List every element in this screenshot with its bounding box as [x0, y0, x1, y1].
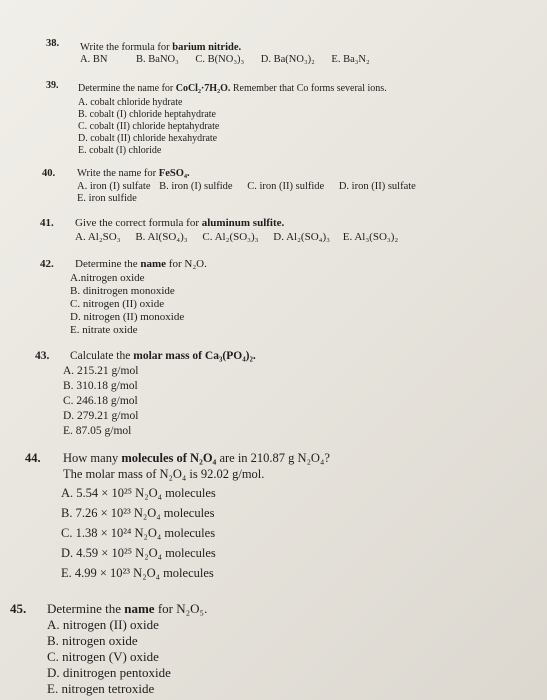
- question-number: 41.: [40, 217, 54, 229]
- option-b[interactable]: B. iron (I) sulfide: [159, 181, 233, 192]
- option-b[interactable]: B. BaNO₃: [136, 54, 179, 65]
- prompt-text: Calculate the: [70, 350, 134, 362]
- option-e[interactable]: E. Ba₃N₂: [331, 54, 370, 65]
- prompt-text: Determine the: [47, 601, 125, 616]
- prompt-text: Determine the name for: [78, 83, 176, 94]
- option-d[interactable]: D. 4.59 × 10²⁵ N₂O₄ molecules: [61, 546, 216, 560]
- options-row: [80, 54, 379, 65]
- question-number: 40.: [42, 168, 56, 179]
- prompt-keyword: barium nitride.: [172, 42, 242, 53]
- option-b[interactable]: B. nitrogen oxide: [47, 633, 138, 648]
- question-number: 39.: [46, 80, 59, 91]
- prompt-keyword: molecules of N₂O₄: [121, 451, 217, 465]
- prompt-text: How many: [63, 451, 122, 465]
- option-c[interactable]: C. 246.18 g/mol: [63, 395, 138, 407]
- prompt-text: Write the name for: [77, 168, 159, 179]
- option-e[interactable]: E. iron sulfide: [77, 193, 137, 204]
- question-prompt: [63, 451, 330, 466]
- option-e[interactable]: E. nitrogen tetroxide: [47, 681, 155, 696]
- option-d[interactable]: D. cobalt (II) chloride hexahydrate: [78, 133, 218, 144]
- prompt-tail: for N₂O.: [166, 258, 207, 270]
- question-prompt: [75, 258, 207, 270]
- option-a[interactable]: A. cobalt chloride hydrate: [78, 97, 183, 108]
- option-a[interactable]: A. iron (I) sulfate: [77, 181, 151, 192]
- question-prompt: [47, 601, 207, 617]
- option-d[interactable]: D. iron (II) sulfate: [338, 181, 416, 192]
- option-a[interactable]: A. Al₂SO₃: [75, 231, 121, 243]
- option-a[interactable]: A. 215.21 g/mol: [63, 365, 139, 377]
- question-prompt: [80, 42, 241, 53]
- option-c[interactable]: C. nitrogen (II) oxide: [70, 298, 165, 310]
- question-number: 44.: [25, 451, 41, 465]
- option-c[interactable]: C. Al₂(SO₃)₃: [202, 231, 259, 243]
- option-b[interactable]: B. Al(SO₄)₃: [135, 231, 188, 243]
- question-prompt-line-2: The molar mass of N₂O₄ is 92.02 g/mol.: [63, 467, 265, 481]
- option-c[interactable]: C. iron (II) sulfide: [247, 181, 325, 192]
- prompt-text: Write the formula for: [80, 42, 173, 53]
- question-number: 38.: [46, 38, 60, 49]
- prompt-text: Determine the: [75, 258, 141, 270]
- prompt-keyword: aluminum sulfite.: [201, 217, 285, 229]
- option-b[interactable]: B. dinitrogen monoxide: [70, 285, 175, 297]
- question-prompt: [77, 168, 190, 179]
- option-a[interactable]: A. 5.54 × 10²⁵ N₂O₄ molecules: [61, 486, 216, 500]
- option-a[interactable]: A. BN: [80, 54, 108, 65]
- prompt-keyword: molar mass of Ca₃(PO₄)₂.: [133, 350, 256, 362]
- question-prompt: [70, 350, 256, 362]
- option-a[interactable]: A.nitrogen oxide: [70, 272, 145, 284]
- prompt-text: Give the correct formula for: [75, 217, 202, 229]
- option-c[interactable]: C. B(NO₃)₃: [195, 54, 245, 65]
- option-d[interactable]: D. dinitrogen pentoxide: [47, 665, 171, 680]
- prompt-keyword: name: [140, 258, 167, 270]
- option-b[interactable]: B. 310.18 g/mol: [63, 380, 138, 392]
- prompt-tail: are in 210.87 g N₂O₄?: [216, 451, 330, 465]
- prompt-keyword: name: [124, 601, 155, 616]
- option-e[interactable]: E. 4.99 × 10²³ N₂O₄ molecules: [61, 566, 214, 580]
- question-number: 45.: [10, 601, 27, 616]
- option-b[interactable]: B. 7.26 × 10²³ N₂O₄ molecules: [61, 506, 215, 520]
- prompt-keyword: CoCl₂·7H₂O.: [175, 83, 231, 94]
- options-row: [75, 231, 407, 243]
- question-prompt: [78, 83, 387, 94]
- option-c[interactable]: C. 1.38 × 10²⁴ N₂O₄ molecules: [61, 526, 216, 540]
- question-number: 43.: [35, 350, 50, 362]
- option-e[interactable]: E. 87.05 g/mol: [63, 425, 132, 437]
- options-row: [77, 181, 425, 192]
- prompt-tail: for N₂O₅.: [154, 601, 208, 616]
- question-prompt: [75, 217, 284, 229]
- option-a[interactable]: A. nitrogen (II) oxide: [47, 617, 159, 632]
- option-e[interactable]: E. nitrate oxide: [70, 324, 138, 336]
- option-d[interactable]: D. Al₂(SO₄)₃: [273, 231, 330, 243]
- option-c[interactable]: C. cobalt (II) chloride heptahydrate: [78, 121, 220, 132]
- option-c[interactable]: C. nitrogen (V) oxide: [47, 649, 159, 664]
- option-e[interactable]: E. cobalt (I) chloride: [78, 145, 162, 156]
- option-e[interactable]: E. Al₃(SO₃)₂: [342, 231, 399, 243]
- prompt-tail: Remember that Co forms several ions.: [230, 83, 387, 94]
- option-d[interactable]: D. Ba(NO₃)₂: [260, 54, 315, 65]
- option-d[interactable]: D. nitrogen (II) monoxide: [70, 311, 185, 323]
- question-number: 42.: [40, 258, 54, 270]
- option-d[interactable]: D. 279.21 g/mol: [63, 410, 139, 422]
- option-b[interactable]: B. cobalt (I) chloride heptahydrate: [78, 109, 216, 120]
- prompt-keyword: FeSO₄.: [158, 168, 190, 179]
